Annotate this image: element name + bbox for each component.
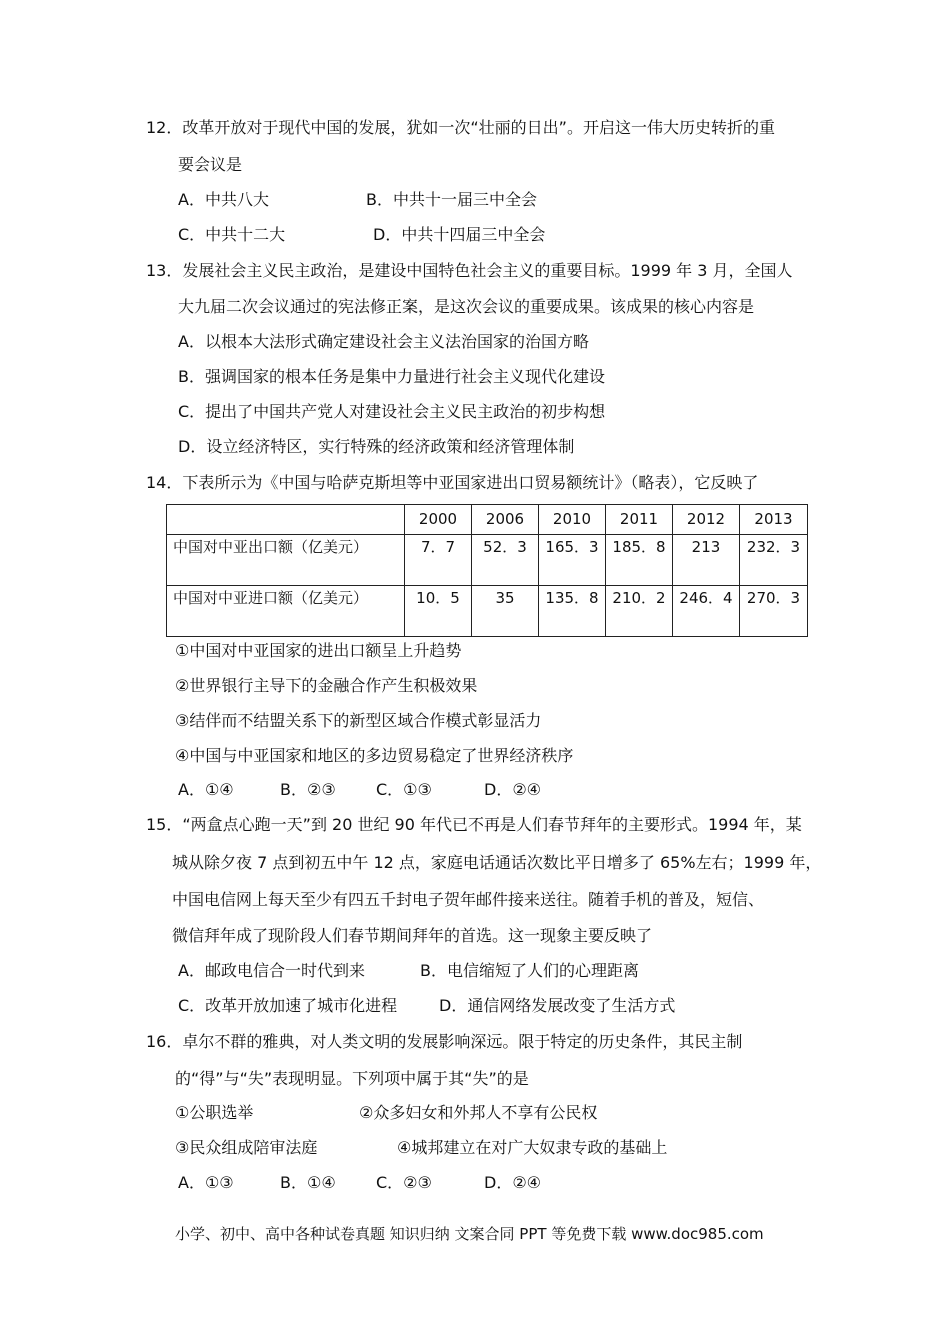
q14-option-a: A．①④ bbox=[178, 780, 234, 799]
q14-statement-4: ④中国与中亚国家和地区的多边贸易稳定了世界经济秩序 bbox=[175, 746, 574, 765]
q12-option-a: A．中共八大 bbox=[178, 190, 269, 209]
table-cell: 210．2 bbox=[606, 586, 673, 637]
table-header-cell: 2010 bbox=[539, 505, 606, 535]
q16-statement-3: ③民众组成陪审法庭 bbox=[175, 1138, 318, 1157]
q14-statement-2: ②世界银行主导下的金融合作产生积极效果 bbox=[175, 676, 478, 695]
table-header-cell: 2012 bbox=[673, 505, 740, 535]
table-row bbox=[167, 535, 808, 586]
table-cell: 185．8 bbox=[606, 535, 673, 586]
q14-option-b: B．②③ bbox=[280, 780, 336, 799]
table-cell: 52．3 bbox=[472, 535, 539, 586]
q14-statement-1: ①中国对中亚国家的进出口额呈上升趋势 bbox=[175, 641, 462, 660]
q16-option-d: D．②④ bbox=[484, 1173, 542, 1192]
table-cell: 213 bbox=[673, 535, 740, 586]
table-cell: 246．4 bbox=[673, 586, 740, 637]
q12-stem-line1: 12．改革开放对于现代中国的发展，犹如一次“壮丽的日出”。开启这一伟大历史转折的重 bbox=[146, 118, 775, 137]
table-cell: 7．7 bbox=[405, 535, 472, 586]
table-cell: 165．3 bbox=[539, 535, 606, 586]
trade-table bbox=[166, 504, 808, 637]
q13-stem-line1: 13．发展社会主义民主政治，是建设中国特色社会主义的重要目标。1999 年 3 月，全国人 bbox=[146, 261, 793, 280]
q16-option-c: C．②③ bbox=[376, 1173, 432, 1192]
table-row-label: 中国对中亚进口额（亿美元） bbox=[167, 586, 405, 637]
q13-stem-line2: 大九届二次会议通过的宪法修正案，是这次会议的重要成果。该成果的核心内容是 bbox=[178, 297, 755, 316]
table-header-cell: 2000 bbox=[405, 505, 472, 535]
table-header-cell: 2011 bbox=[606, 505, 673, 535]
q16-statement-1: ①公职选举 bbox=[175, 1103, 254, 1122]
q15-option-c: C．改革开放加速了城市化进程 bbox=[178, 996, 398, 1015]
q13-option-b: B．强调国家的根本任务是集中力量进行社会主义现代化建设 bbox=[178, 367, 605, 386]
table-cell: 135．8 bbox=[539, 586, 606, 637]
table-cell: 232．3 bbox=[740, 535, 808, 586]
table-cell: 270．3 bbox=[740, 586, 808, 637]
q13-option-d: D．设立经济特区，实行特殊的经济政策和经济管理体制 bbox=[178, 437, 575, 456]
q12-option-b: B．中共十一届三中全会 bbox=[366, 190, 537, 209]
q16-stem-line2: 的“得”与“失”表现明显。下列项中属于其“失”的是 bbox=[175, 1069, 529, 1088]
table-header-cell bbox=[167, 505, 405, 535]
q14-statement-3: ③结伴而不结盟关系下的新型区域合作模式彰显活力 bbox=[175, 711, 542, 730]
q15-stem-line4: 微信拜年成了现阶段人们春节期间拜年的首选。这一现象主要反映了 bbox=[172, 926, 653, 945]
q14-option-c: C．①③ bbox=[376, 780, 432, 799]
q14-stem-line1: 14．下表所示为《中国与哈萨克斯坦等中亚国家进出口贸易额统计》（略表），它反映了 bbox=[146, 473, 759, 492]
q16-stem-line1: 16．卓尔不群的雅典，对人类文明的发展影响深远。限于特定的历史条件，其民主制 bbox=[146, 1032, 743, 1051]
q15-stem-line1: 15．“两盒点心跑一天”到 20 世纪 90 年代已不再是人们春节拜年的主要形式。1994 年，某 bbox=[146, 815, 802, 834]
q16-statement-2: ②众多妇女和外邦人不享有公民权 bbox=[359, 1103, 598, 1122]
page-footer: 小学、初中、高中各种试卷真题 知识归纳 文案合同 PPT 等免费下载 www.doc985.com bbox=[175, 1225, 764, 1243]
q15-option-a: A．邮政电信合一时代到来 bbox=[178, 961, 365, 980]
q15-option-b: B．电信缩短了人们的心理距离 bbox=[420, 961, 639, 980]
table-row bbox=[167, 586, 808, 637]
q12-option-c: C．中共十二大 bbox=[178, 225, 286, 244]
q16-statement-4: ④城邦建立在对广大奴隶专政的基础上 bbox=[397, 1138, 668, 1157]
q13-option-c: C．提出了中国共产党人对建设社会主义民主政治的初步构想 bbox=[178, 402, 606, 421]
table-row-label: 中国对中亚出口额（亿美元） bbox=[167, 535, 405, 586]
table-header-cell: 2006 bbox=[472, 505, 539, 535]
q16-option-a: A．①③ bbox=[178, 1173, 234, 1192]
q12-option-d: D．中共十四届三中全会 bbox=[373, 225, 546, 244]
table-cell: 35 bbox=[472, 586, 539, 637]
table-header-cell: 2013 bbox=[740, 505, 808, 535]
table-header-row bbox=[167, 505, 808, 535]
q16-option-b: B．①④ bbox=[280, 1173, 336, 1192]
q13-option-a: A．以根本大法形式确定建设社会主义法治国家的治国方略 bbox=[178, 332, 589, 351]
q15-option-d: D．通信网络发展改变了生活方式 bbox=[439, 996, 676, 1015]
q12-stem-line2: 要会议是 bbox=[178, 155, 243, 174]
q14-option-d: D．②④ bbox=[484, 780, 542, 799]
table-cell: 10．5 bbox=[405, 586, 472, 637]
q15-stem-line2: 城从除夕夜 7 点到初五中午 12 点，家庭电话通话次数比平日增多了 65%左右；1999 年， bbox=[172, 853, 822, 872]
q15-stem-line3: 中国电信网上每天至少有四五千封电子贺年邮件接来送往。随着手机的普及，短信、 bbox=[172, 890, 765, 909]
